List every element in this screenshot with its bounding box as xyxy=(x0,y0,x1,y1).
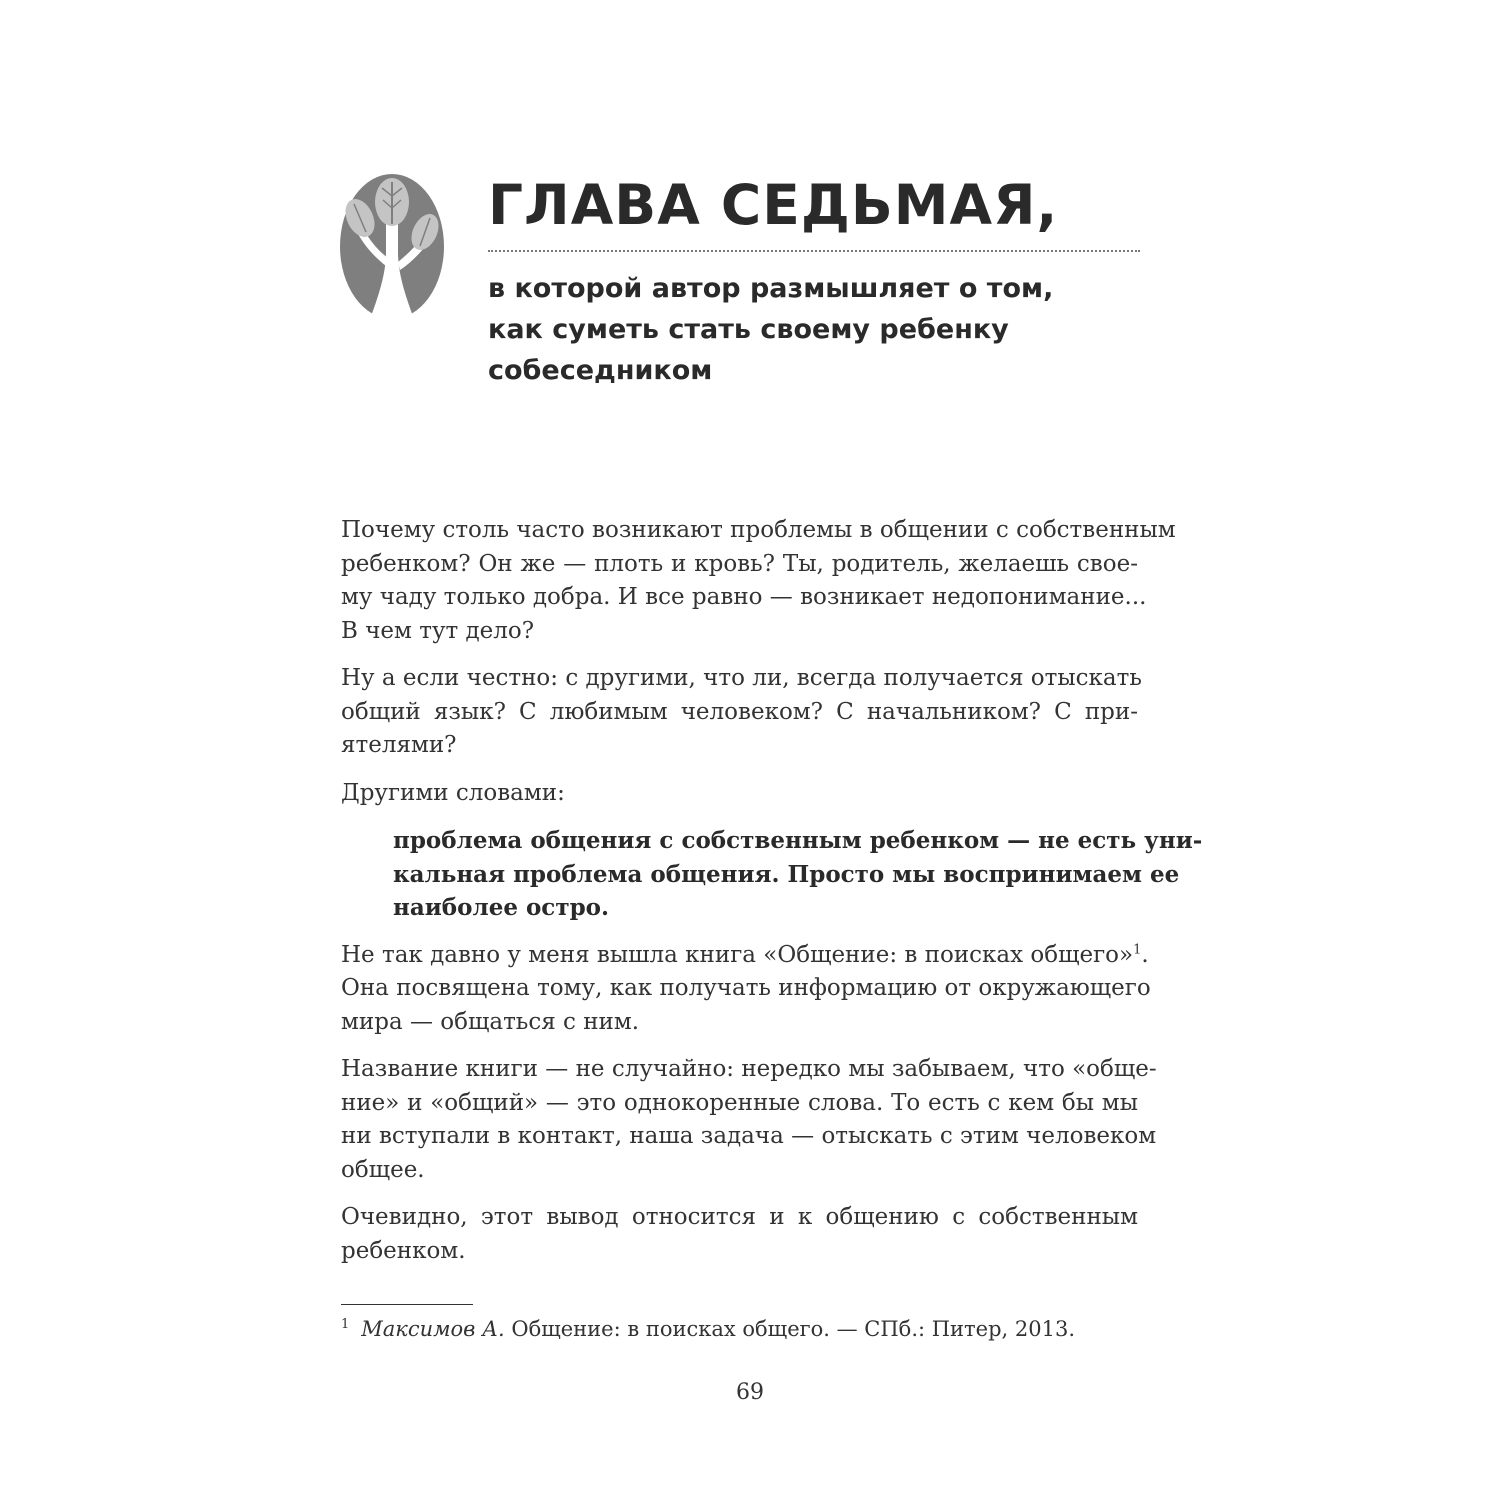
footnote-divider xyxy=(341,1304,473,1305)
text-fragment: Не так давно у меня вышла книга «Общение: в поисках общего» xyxy=(341,941,1134,968)
title-divider xyxy=(488,250,1140,252)
footnote-reference[interactable]: 1 xyxy=(1133,941,1142,957)
paragraph-2 xyxy=(341,662,1142,763)
text-line: ребенком? Он же — плоть и кровь? Ты, родитель, желаешь свое- xyxy=(341,550,1138,577)
text-line: ребенком. xyxy=(341,1237,466,1264)
text-line: наиболее остро. xyxy=(393,894,609,921)
body-text xyxy=(341,514,1203,1282)
text-line: кальная проблема общения. Просто мы воспринимаем ее xyxy=(393,860,1180,888)
chapter-title: ГЛАВА СЕДЬМАЯ, xyxy=(488,173,1059,237)
chapter-subtitle xyxy=(488,268,1053,391)
text-line: В чем тут дело? xyxy=(341,617,535,644)
paragraph-4 xyxy=(341,939,1151,1040)
text-line: общий язык? С любимым человеком? С начальником? С при- xyxy=(341,698,1138,725)
text-line: мира — общаться с ним. xyxy=(341,1008,640,1035)
text-line: проблема общения с собственным ребенком — не есть уни- xyxy=(393,827,1203,854)
text-line: Ну а если честно: с другими, что ли, всегда получается отыскать xyxy=(341,665,1142,691)
footnote xyxy=(341,1313,1138,1345)
footnote-author: Максимов А. xyxy=(361,1317,505,1341)
text-fragment: . xyxy=(1141,941,1149,968)
text-line: му чаду только добра. И все равно — возникает недопонимание... xyxy=(341,584,1147,610)
text-line: Очевидно, этот вывод относится и к общению с собственным xyxy=(341,1204,1138,1230)
text-line: ни вступали в контакт, наша задача — отыскать с этим человеком xyxy=(341,1123,1157,1149)
chapter-header xyxy=(340,172,1140,402)
text-line: Она посвящена тому, как получать информацию от окружающего xyxy=(341,975,1151,1001)
text-line: ятелями? xyxy=(341,732,457,758)
text-line xyxy=(341,939,1149,973)
text-line: ние» и «общий» — это однокоренные слова. То есть с кем бы мы xyxy=(341,1089,1138,1116)
paragraph-1 xyxy=(341,514,1176,648)
callout-quote xyxy=(393,824,1203,925)
paragraph-5 xyxy=(341,1053,1157,1187)
text-line: Почему столь часто возникают проблемы в общении с собственным xyxy=(341,517,1176,543)
text-line: Другими словами: xyxy=(341,779,565,806)
subtitle-line: собеседником xyxy=(488,355,713,386)
subtitle-line: в которой автор размышляет о том, xyxy=(488,273,1054,304)
paragraph-6 xyxy=(341,1201,1138,1268)
text-line: общее. xyxy=(341,1156,425,1183)
text-line: Название книги — не случайно: нередко мы забываем, что «обще- xyxy=(341,1056,1157,1082)
paragraph-3 xyxy=(341,777,1138,811)
tree-in-oval-icon xyxy=(340,174,444,319)
footnote-text: Общение: в поисках общего. — СПб.: Питер, 2013. xyxy=(504,1317,1076,1341)
footnote-mark: 1 xyxy=(341,1317,350,1332)
subtitle-line: как суметь стать своему ребенку xyxy=(488,314,1009,345)
page-number: 69 xyxy=(736,1380,764,1405)
